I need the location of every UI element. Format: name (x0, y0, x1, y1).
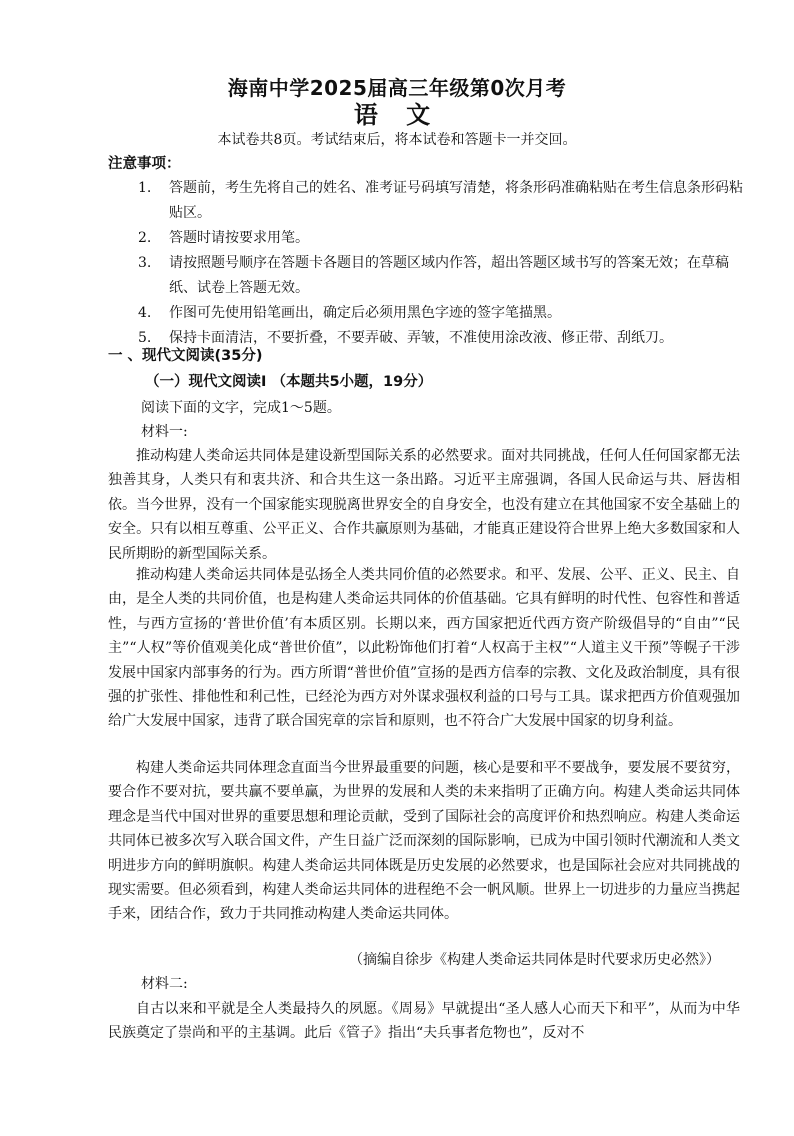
notice-item-number: 2. (138, 230, 152, 246)
paragraph-block (108, 444, 740, 566)
notice-item (0, 226, 794, 251)
notice-item-text: 保持卡面清洁，不要折叠，不要弄破、弄皱，不准使用涂改液、修正带、刮纸刀。 (169, 330, 673, 346)
material-one-label: 材料一: (141, 424, 188, 440)
paragraph-block (108, 563, 740, 734)
notice-item-text: 请按照题号顺序在答题卡各题目的答题区域内作答，超出答题区域书写的答案无效；在草稿纸、试卷上答题无效。 (169, 255, 729, 296)
notice-item-number: 4. (138, 305, 152, 321)
paragraph-block (108, 997, 740, 1046)
notice-item (0, 176, 794, 226)
exam-title: 海南中学2025届高三年级第0次月考 (227, 76, 567, 100)
exam-subtitle: 本试卷共8页。考试结束后，将本试卷和答题卡一并交回。 (217, 132, 577, 148)
notice-item-number: 3. (138, 255, 152, 271)
body-paragraph: 构建人类命运共同体理念直面当今世界最重要的问题，核心是要和平不要战争，要发展不要贫穷，要合作不要对抗，要共赢不要单赢，为世界的发展和人类的未来指明了正确方向。构建人类命运共同体理念是当代中国对世界的重要思想和理论贡献，受到了国际社会的高度评价和热烈响应。构建人类命运共同体已被多次写入联合国文件，产生日益广泛而深刻的国际影响，已成为中国引领时代潮流和人类文明进步方向的鲜明旗帜。构建人类命运共同体既是历史发展的必然要求，也是国际社会应对共同挑战的现实需要。但必须看到，构建人类命运共同体的进程绝不会一帆风顺。世界上一切进步的力量应当携起手来，团结合作，致力于共同推动构建人类命运共同体。 (108, 760, 740, 923)
section-heading: 一 、现代文阅读(35分) (108, 348, 263, 364)
notice-heading: 注意事项： (108, 156, 181, 172)
notice-item-number: 5. (138, 330, 152, 346)
subsection-heading: （一）现代文阅读I （本题共5小题，19分） (145, 374, 433, 390)
body-paragraph: 推动构建人类命运共同体是建设新型国际关系的必然要求。面对共同挑战，任何人任何国家都无法独善其身，人类只有和衷共济、和合共生这一条出路。习近平主席强调，各国人民命运与共、唇齿相依。当今世界，没有一个国家能实现脱离世界安全的自身安全，也没有建立在其他国家不安全基础上的安全。只有以相互尊重、公平正义、合作共赢原则为基础，才能真正建设符合世界上绝大多数国家和人民所期盼的新型国际关系。 (108, 448, 740, 562)
notice-item (0, 251, 794, 301)
source-citation: （摘编自徐步《构建人类命运共同体是时代要求历史必然》） (349, 952, 720, 968)
notice-item-text: 答题时请按要求用笔。 (169, 230, 309, 246)
notice-item-text: 作图可先使用铅笔画出，确定后必须用黑色字迹的签字笔描黑。 (169, 305, 561, 321)
body-paragraph: 推动构建人类命运共同体是弘扬全人类共同价值的必然要求。和平、发展、公平、正义、民主、自由，是全人类的共同价值，也是构建人类命运共同体的价值基础。它具有鲜明的时代性、包容性和普适性，与西方宣扬的‘普世价值’有本质区别。长期以来，西方国家把近代西方资产阶级倡导的“自由”“民主”“人权”等价值观美化成“普世价值”，以此粉饰他们打着“人权高于主权”“人道主义干预”等幌子干涉发展中国家内部事务的行为。西方所谓“普世价值”宣扬的是西方信奉的宗教、文化及政治制度，具有很强的扩张性、排他性和利己性，已经沦为西方对外谋求强权利益的口号与工具。谋求把西方价值观强加给广大发展中国家，违背了联合国宪章的宗旨和原则，也不符合广大发展中国家的切身利益。 (108, 567, 740, 730)
paragraph-block (108, 756, 740, 927)
material-two-label: 材料二: (141, 976, 188, 992)
subject-title: 语 文 (353, 101, 441, 129)
body-paragraph: 自古以来和平就是全人类最持久的夙愿。《周易》早就提出“圣人感人心而天下和平”，从而为中华民族奠定了崇尚和平的主基调。此后《管子》指出“夫兵事者危物也”，反对不 (108, 1001, 740, 1042)
notice-item-number: 1. (138, 180, 152, 196)
reading-instruction: 阅读下面的文字，完成1～5题。 (141, 400, 341, 416)
notice-item (0, 301, 794, 326)
notice-item-text: 答题前，考生先将自己的姓名、准考证号码填写清楚，将条形码准确粘贴在考生信息条形码粘贴区。 (169, 180, 743, 221)
notice-list (0, 176, 794, 351)
